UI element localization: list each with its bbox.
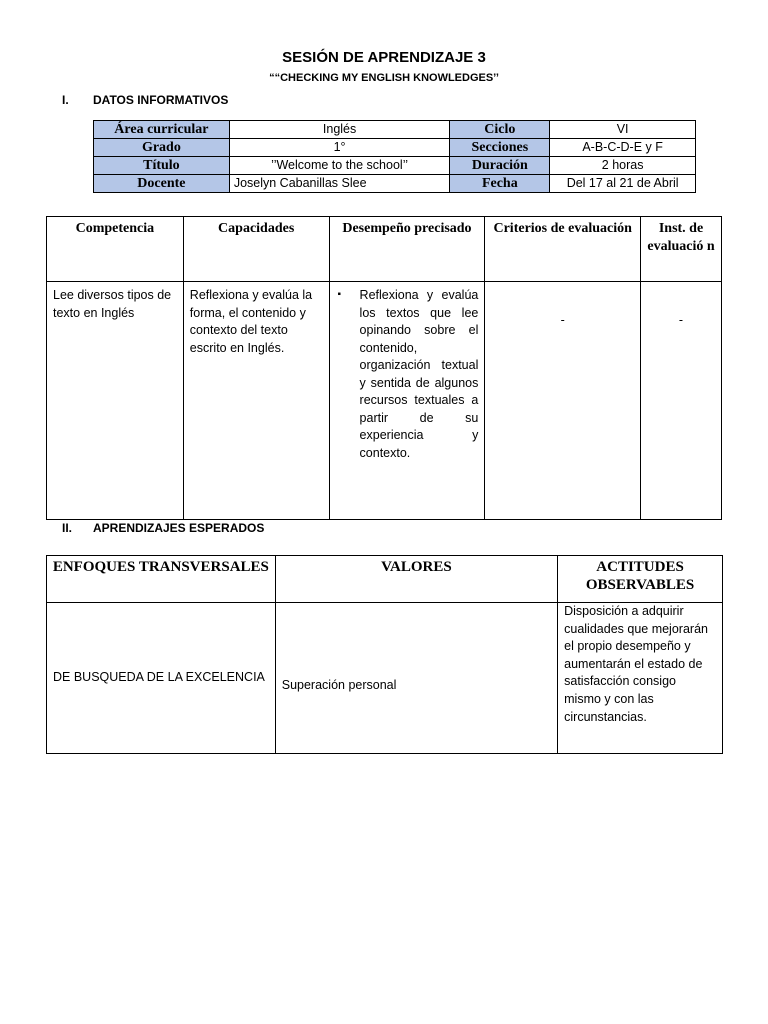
info-row [94, 157, 696, 175]
header-competencia: Competencia [47, 217, 184, 282]
header-instrumento: Inst. de evaluació n [641, 217, 722, 282]
info-label: Fecha [450, 175, 550, 193]
info-value: ’’Welcome to the school’’ [229, 157, 450, 175]
info-table [93, 120, 696, 193]
competencias-table [46, 216, 722, 520]
section-number: I. [62, 93, 69, 107]
table-header-row [47, 217, 722, 282]
table-header-row [47, 556, 723, 603]
info-row [94, 175, 696, 193]
section-title: APRENDIZAJES ESPERADOS [93, 521, 265, 535]
info-value: Inglés [229, 121, 450, 139]
info-label: Área curricular [94, 121, 230, 139]
header-criterios: Criterios de evaluación [485, 217, 641, 282]
enfoque-cell: DE BUSQUEDA DE LA EXCELENCIA [47, 603, 276, 754]
info-value: A-B-C-D-E y F [550, 139, 696, 157]
info-label: Secciones [450, 139, 550, 157]
bullet-icon: ▪ [337, 289, 342, 300]
header-enfoques: ENFOQUES TRANSVERSALES [47, 556, 276, 603]
actitud-cell: Disposición a adquirir cualidades que mejorarán el propio desempeño y aumentarán el estado de satisfacción consigo mismo y con las circunstancias. [558, 603, 723, 754]
header-actitudes: ACTITUDES OBSERVABLES [558, 556, 723, 603]
info-label: Ciclo [450, 121, 550, 139]
info-value: 1° [229, 139, 450, 157]
valor-cell: Superación personal [275, 603, 557, 754]
info-label: Grado [94, 139, 230, 157]
info-value: 2 horas [550, 157, 696, 175]
session-subtitle: ““CHECKING MY ENGLISH KNOWLEDGES’’ [269, 72, 499, 84]
info-label: Docente [94, 175, 230, 193]
capacidades-cell: Reflexiona y evalúa la forma, el contenido y contexto del texto escrito en Inglés. [183, 282, 329, 520]
header-valores: VALORES [275, 556, 557, 603]
table-row [47, 603, 723, 754]
info-value: Joselyn Cabanillas Slee [229, 175, 450, 193]
desempeno-text: Reflexiona y evalúa los textos que lee opinando sobre el contenido, organización textual y sentida de algunos recursos textuales a partir de su experiencia y contexto. [359, 288, 479, 460]
info-value: VI [550, 121, 696, 139]
instrumento-cell: - [641, 282, 722, 520]
enfoques-table [46, 555, 723, 754]
table-row [47, 282, 722, 520]
session-title: SESIÓN DE APRENDIZAJE 3 [282, 49, 486, 66]
criterios-cell: - [485, 282, 641, 520]
info-row [94, 139, 696, 157]
info-label: Duración [450, 157, 550, 175]
header-capacidades: Capacidades [183, 217, 329, 282]
header-desempeno: Desempeño precisado [329, 217, 485, 282]
info-label: Título [94, 157, 230, 175]
competencia-cell: Lee diversos tipos de texto en Inglés [47, 282, 184, 520]
section-number: II. [62, 521, 73, 535]
info-value: Del 17 al 21 de Abril [550, 175, 696, 193]
section-title: DATOS INFORMATIVOS [93, 93, 229, 107]
info-row [94, 121, 696, 139]
desempeno-cell [329, 282, 485, 520]
